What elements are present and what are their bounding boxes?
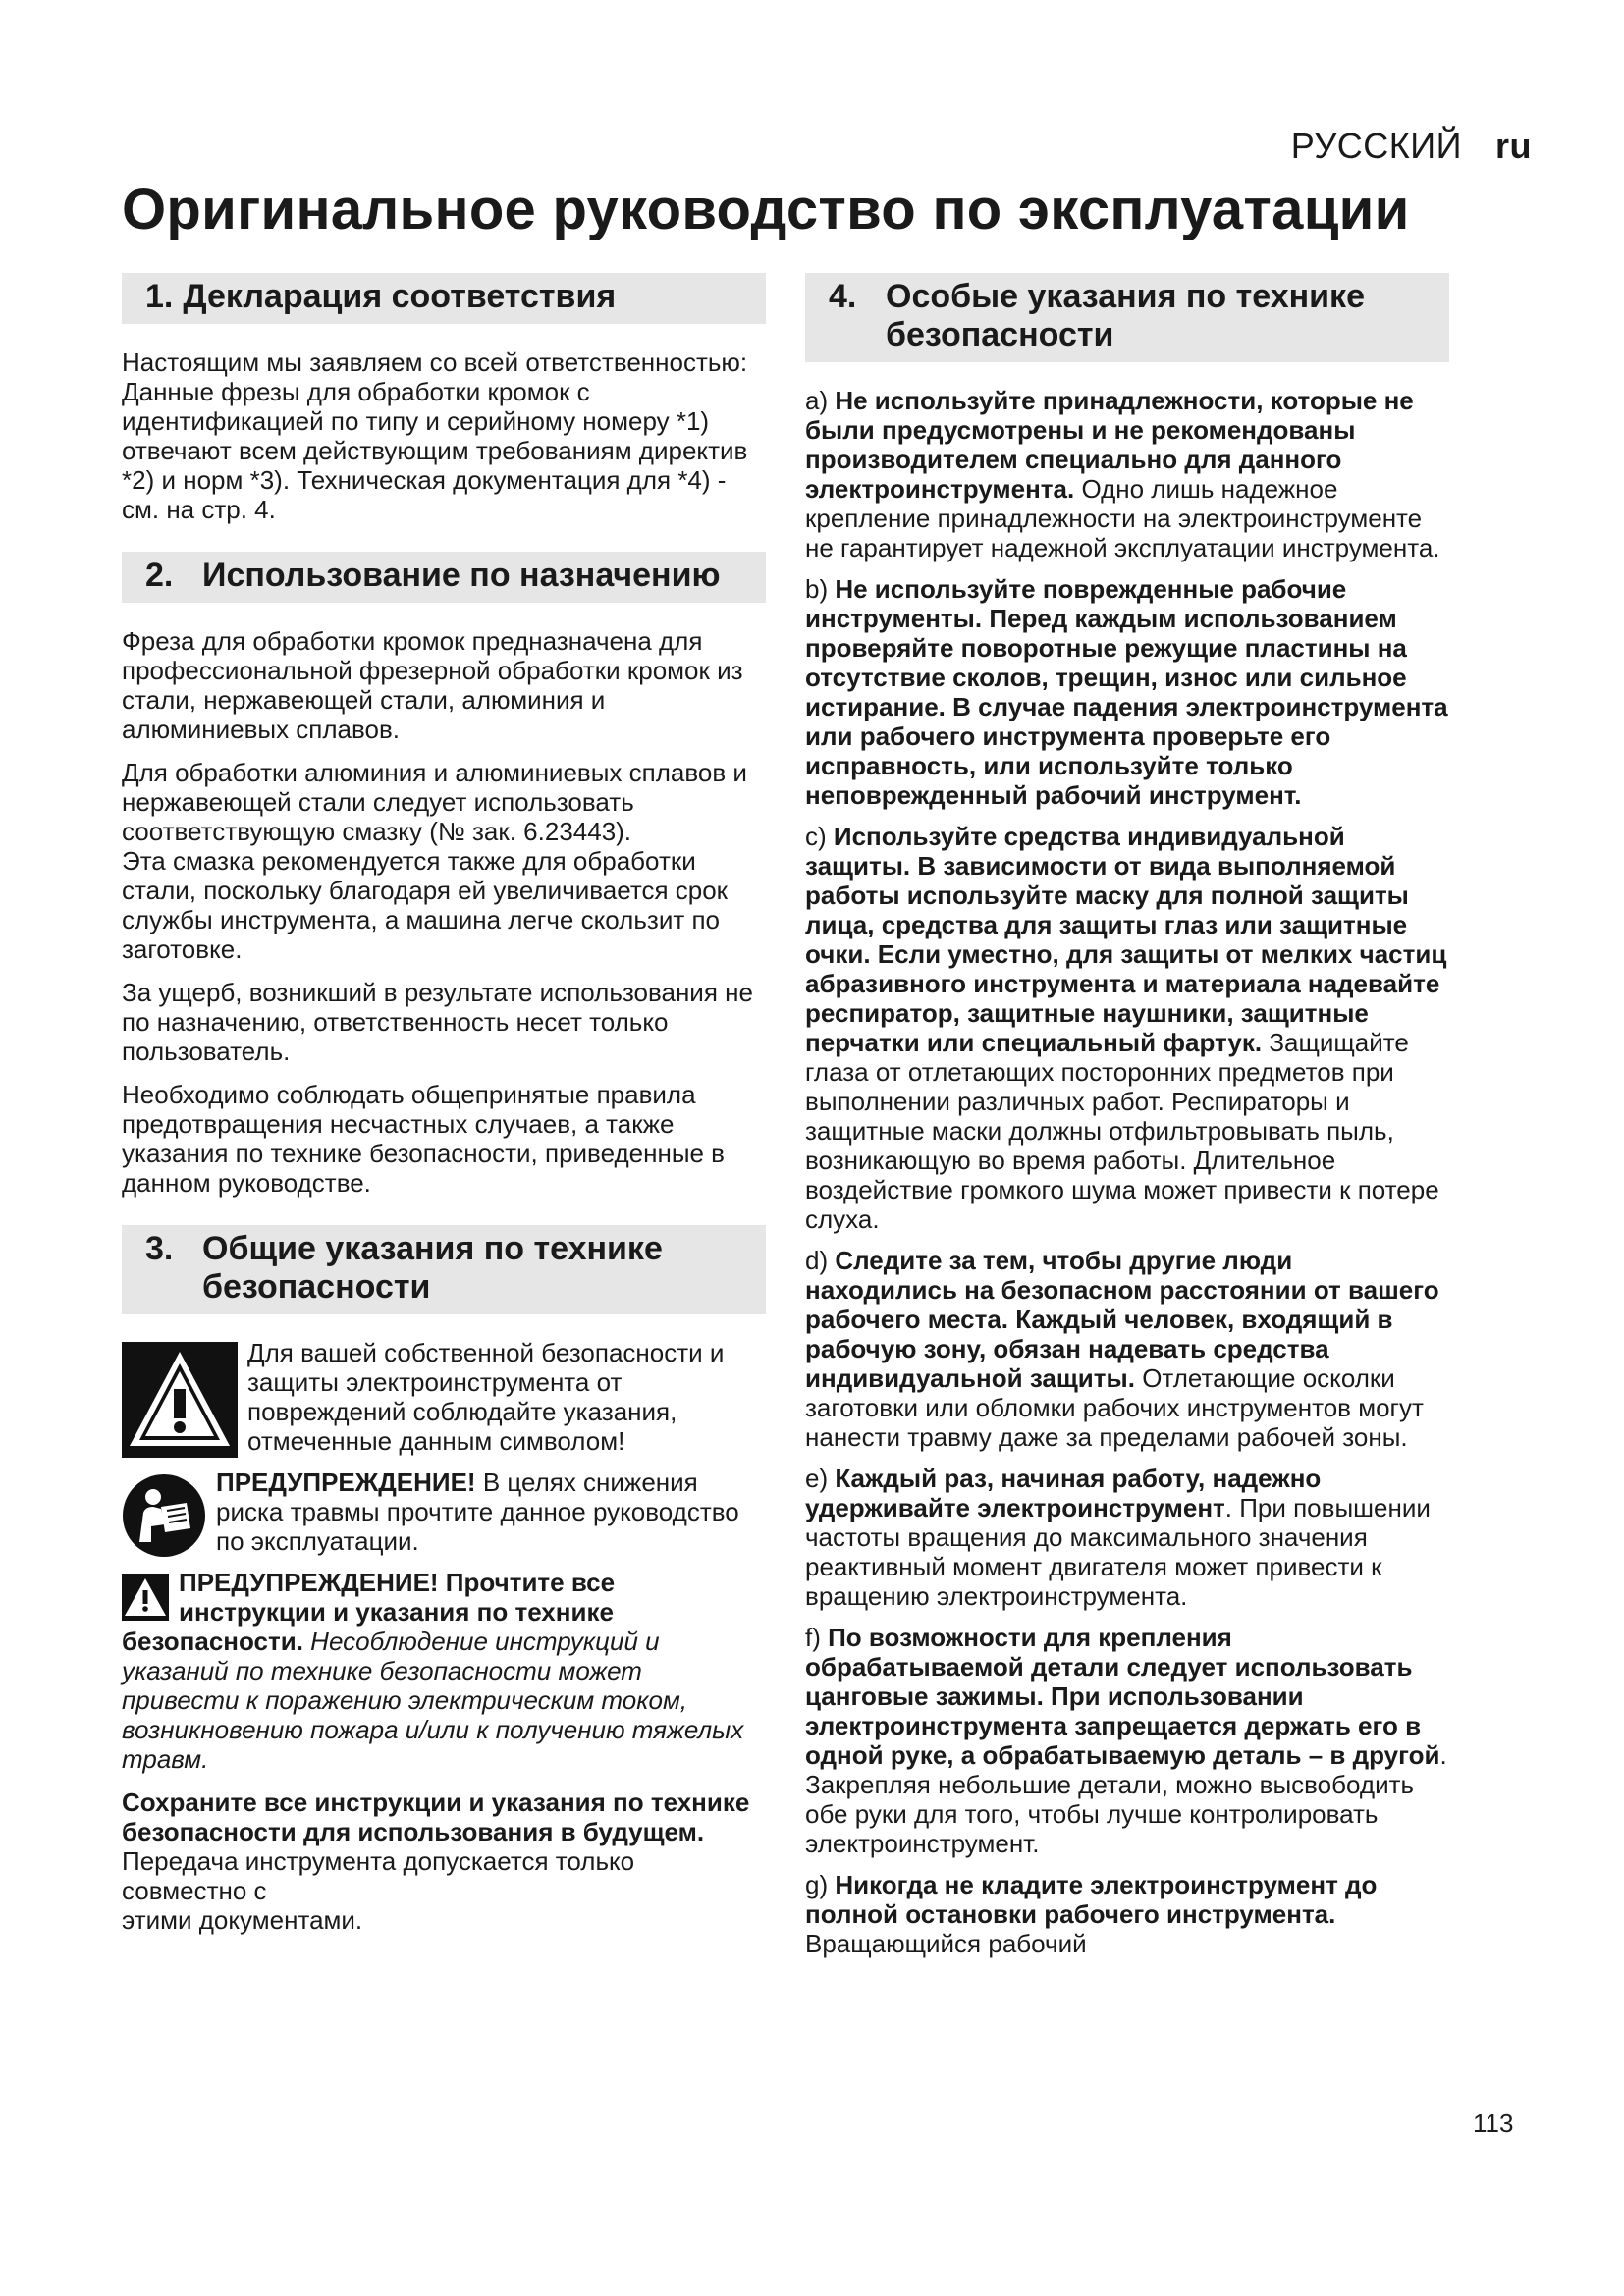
section-4-heading [805,273,1449,362]
item-f [805,1623,1449,1858]
section-2-title: Использование по назначению [202,557,721,594]
item-b [805,574,1449,810]
item-d-text: Отлетающие осколки заготовки или обломки рабочих инструментов могут нанести травму даже за пределами рабочей зоны. [805,1363,1424,1452]
section-1-title: Декларация соответствия [183,278,617,315]
item-d-label: d) [805,1246,836,1275]
item-b-label: b) [805,574,836,604]
warning-triangle-small-icon [122,1574,169,1621]
transfer-line-2: этими документами. [122,1905,363,1935]
item-c-text: Защищайте глаза от отлетающих посторонних предметов при выполнении различных работ. Респираторы и защитные маски должны отфильтровывать пыль, возникающую во время работы. Длительное воздействие громкого шума может привести к потере слуха. [805,1028,1439,1234]
accident-prevention-paragraph: Необходимо соблюдать общепринятые правила предотвращения несчастных случаев, а также указания по технике безопасности, приведенные в данном руководстве. [122,1080,725,1198]
warning-2-italic: Несоблюдение инструкций и указаний по технике безопасности может привести к поражению электрическим током, возникновению пожара и/или к получению тяжелых травм. [122,1627,744,1774]
page-number: 113 [1473,2109,1514,2138]
item-g-text: Вращающийся рабочий [805,1929,1087,1958]
document-title: Оригинальное руководство по эксплуатации [122,178,1410,241]
item-g-bold: Никогда не кладите электроинструмент до полной остановки рабочего инструмента. [805,1870,1378,1929]
item-a-label: a) [805,386,836,415]
left-column [122,273,766,1949]
read-manual-icon [122,1473,206,1558]
right-column [805,273,1449,1970]
safety-symbol-text: Для вашей собственной безопасности и защиты электроинструмента от повреждений соблюдайте указания, отмеченные данным символом! [247,1338,725,1456]
lubricant-benefit-paragraph: Эта смазка рекомендуется также для обработки стали, поскольку благодаря ей увеличивается срок службы инструмента, а машина легче скользит по заготовке. [122,846,729,964]
declaration-paragraph: Настоящим мы заявляем со всей ответственностью: Данные фрезы для обработки кромок с идентификацией по типу и серийному номеру *1) отвечают всем действующим требованиям директив *2) и норм *3). Техническая документация для *4) - см. на стр. 4. [122,347,748,524]
intended-use-paragraph: Фреза для обработки кромок предназначена для профессиональной фрезерной обработки кромок из стали, нержавеющей стали, алюминия и алюминиевых сплавов. [122,626,743,744]
item-f-bold: По возможности для крепления обрабатываемой детали следует использовать цанговые зажимы. При использовании электроинструмента запрещается держать его в одной руке, а обрабатываемую деталь – в другой [805,1623,1440,1770]
liability-paragraph: За ущерб, возникший в результате использования не по назначению, ответственность несет только пользователь. [122,978,753,1066]
item-f-label: f) [805,1623,829,1652]
item-a-text: Одно лишь надежное крепление принадлежности на электроинструменте не гарантирует надежной эксплуатации инструмента. [805,474,1440,562]
item-d [805,1246,1449,1452]
section-4-number: 4. [829,278,857,315]
item-e-bold: Каждый раз, начиная работу, надежно удерживайте электроинструмент [805,1464,1322,1522]
language-code: ru [1495,126,1532,166]
item-g [805,1870,1449,1958]
section-2-number: 2. [145,557,174,594]
item-c-bold: Используйте средства индивидуальной защиты. В зависимости от вида выполняемой работы используйте маску для полной защиты лица, средства для защиты глаз или защитные очки. Если уместно, для защиты от мелких частиц абразивного инструмента и материала надевайте респиратор, защитные наушники, защитные перчатки или специальный фартук. [805,822,1447,1057]
warning-1-text: В целях снижения риска травмы прочтите данное руководство по эксплуатации. [216,1468,739,1556]
section-2-heading [122,552,766,603]
section-4-title: Особые указания по технике безопасности [886,278,1365,353]
item-c-label: c) [805,822,834,851]
language-label [1291,126,1532,167]
item-e-text: . При повышении частоты вращения до максимального значения реактивный момент двигателя может привести к вращению электроинструмента. [805,1493,1431,1611]
save-instructions: Сохраните все инструкции и указания по технике безопасности для использования в будущем. [122,1788,750,1846]
lubricant-paragraph: Для обработки алюминия и алюминиевых сплавов и нержавеющей стали следует использовать соответствующую смазку (№ зак. 6.23443). [122,758,747,846]
item-f-text: . Закрепляя небольшие детали, можно высвободить обе руки для того, чтобы лучше контролировать электроинструмент. [805,1740,1447,1858]
section-3-heading [122,1225,766,1314]
section-1-heading [122,273,766,324]
item-e [805,1464,1449,1611]
transfer-line-1: Передача инструмента допускается только совместно с [122,1846,635,1905]
read-manual-warning [122,1468,766,1558]
item-a-bold: Не используйте принадлежности, которые не были предусмотрены и не рекомендованы производителем специально для данного электроинструмента. [805,386,1414,504]
read-all-instructions-warning [122,1568,766,1774]
warning-triangle-icon [122,1342,238,1458]
item-e-label: e) [805,1464,836,1493]
language-name: РУССКИЙ [1290,126,1462,166]
section-3-number: 3. [145,1230,174,1267]
item-a [805,386,1449,562]
warning-1-label: ПРЕДУПРЕЖДЕНИЕ! [216,1468,476,1497]
item-b-bold: Не используйте поврежденные рабочие инструменты. Перед каждым использованием проверяйте поворотные режущие пластины на отсутствие сколов, трещин, износ или сильное истирание. В случае падения электроинструмента или рабочего инструмента проверьте его исправность, или используйте только неповрежденный рабочий инструмент. [805,574,1448,810]
item-c [805,822,1449,1234]
section-3-title: Общие указания по технике безопасности [202,1230,663,1306]
item-g-label: g) [805,1870,836,1899]
warning-2-bold: ПРЕДУПРЕЖДЕНИЕ! Прочтите все инструкции и указания по технике безопасности. [122,1568,616,1656]
safety-symbol-notice [122,1338,766,1458]
item-d-bold: Следите за тем, чтобы другие люди находились на безопасном расстоянии от вашего рабочего места. Каждый человек, входящий в рабочую зону, обязан надевать средства индивидуальной защиты. [805,1246,1439,1393]
section-1-number: 1. [145,278,174,315]
